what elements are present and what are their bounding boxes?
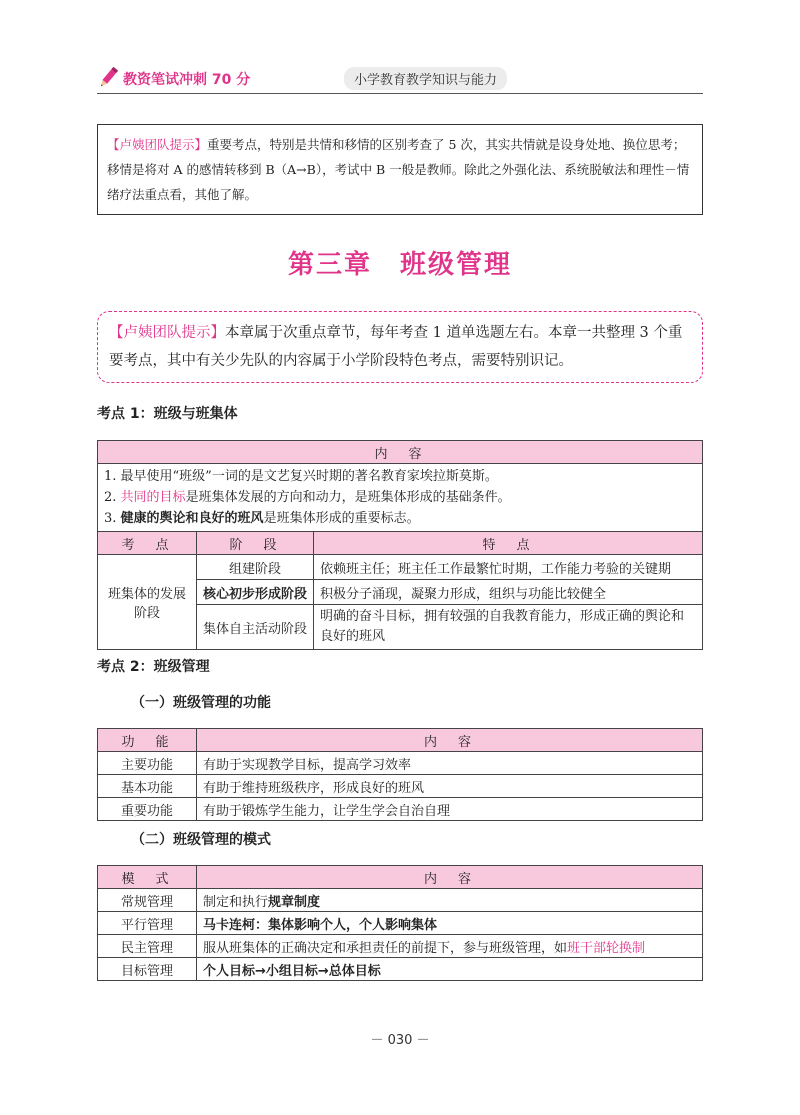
kp1-table <box>97 440 703 650</box>
table-header-cell: 阶 段 <box>197 532 314 555</box>
table-header-cell: 内 容 <box>197 729 703 752</box>
tip-box-top <box>97 124 703 215</box>
chapter-title <box>0 244 800 281</box>
kp2-sub1-heading: （一）班级管理的功能 <box>131 695 271 711</box>
kp1-heading: 考点 1：班级与班集体 <box>97 406 238 422</box>
table-header-cell: 内 容 <box>197 866 703 889</box>
topic-cell: 班集体的发展阶段 <box>98 555 197 650</box>
functions-table <box>97 728 703 821</box>
list-item: 1. 最早使用“班级”一词的是文艺复兴时期的著名教育家埃拉斯莫斯。 <box>104 469 498 484</box>
table-header-cell: 特 点 <box>314 532 703 555</box>
table-row: 目标管理 个人目标→小组目标→总体目标 <box>98 958 703 981</box>
table-row: 民主管理 服从班集体的正确决定和承担责任的前提下，参与班级管理，如班干部轮换制 <box>98 935 703 958</box>
table-header-cell: 功 能 <box>98 729 197 752</box>
kp2-sub2-heading: （二）班级管理的模式 <box>131 832 271 848</box>
stage-cell: 集体自主活动阶段 <box>197 605 314 650</box>
table-row <box>98 555 703 580</box>
table-header-cell: 考 点 <box>98 532 197 555</box>
tip-label: 【卢姨团队提示】 <box>109 325 225 341</box>
tip-text: 重要考点，特别是共情和移情的区别考查了 5 次，其实共情就是设身处地、换位思考；移情是将对 A 的感情转移到 B（A→B），考试中 B 一般是教师。除此之外强化法、系统脱敏法和理性－情绪疗法重点看，其他了解。 <box>107 137 690 202</box>
feature-cell: 明确的奋斗目标，拥有较强的自我教育能力，形成正确的舆论和良好的班风 <box>314 605 703 650</box>
table-row: 常规管理 制定和执行规章制度 <box>98 889 703 912</box>
table-row: 平行管理 马卡连柯：集体影响个人，个人影响集体 <box>98 912 703 935</box>
table-row: 主要功能 有助于实现教学目标，提高学习效率 <box>98 752 703 775</box>
page-header <box>97 66 703 92</box>
kp2-heading: 考点 2：班级管理 <box>97 659 210 675</box>
table-row: 基本功能 有助于维持班级秩序，形成良好的班风 <box>98 775 703 798</box>
feature-cell: 依赖班主任；班主任工作最繁忙时期，工作能力考验的关键期 <box>314 555 703 580</box>
chapter-name: 班级管理 <box>400 250 513 280</box>
tip-label: 【卢姨团队提示】 <box>107 137 208 152</box>
table-row: 重要功能 有助于锻炼学生能力，让学生学会自治自理 <box>98 798 703 821</box>
list-item: 3. 健康的舆论和良好的班风是班集体形成的重要标志。 <box>104 511 420 526</box>
header-divider <box>97 93 703 94</box>
table-header-cell: 内 容 <box>98 441 703 464</box>
pencil-icon <box>97 66 119 94</box>
modes-table <box>97 865 703 981</box>
table-header-cell: 模 式 <box>98 866 197 889</box>
stage-cell: 核心初步形成阶段 <box>197 580 314 605</box>
stage-cell: 组建阶段 <box>197 555 314 580</box>
chapter-number: 第三章 <box>287 250 372 280</box>
list-item: 2. 共同的目标是班集体发展的方向和动力，是班集体形成的基础条件。 <box>104 490 511 505</box>
page-number: － 030 － <box>370 1033 430 1048</box>
feature-cell: 积极分子涌现，凝聚力形成，组织与功能比较健全 <box>314 580 703 605</box>
tip-text: 本章属于次重点章节，每年考查 1 道单选题左右。本章一共整理 3 个重要考点，其中有关少先队的内容属于小学阶段特色考点，需要特别识记。 <box>109 325 683 369</box>
tip-box-chapter <box>97 311 703 383</box>
header-subject-badge: 小学教育教学知识与能力 <box>344 67 507 90</box>
kp1-content-list <box>98 464 703 532</box>
header-book-title: 教资笔试冲刺 70 分 <box>123 72 251 88</box>
